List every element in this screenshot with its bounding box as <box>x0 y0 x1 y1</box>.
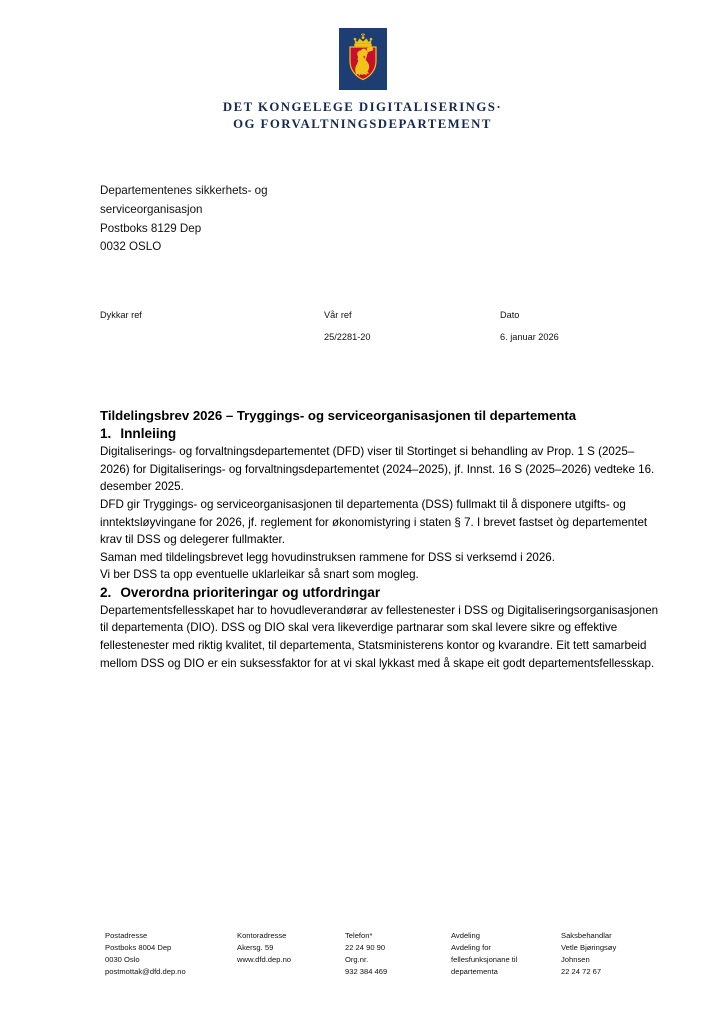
footer-office-address <box>237 930 345 978</box>
date-value: 6. januar 2026 <box>500 331 559 342</box>
reference-row <box>100 309 662 345</box>
wordmark-line-1: DET KONGELEGE DIGITALISERINGS· <box>222 100 503 114</box>
footer-telephone-number: 22 24 90 90 <box>345 942 386 952</box>
section-1-paragraph-2: DFD gir Tryggings- og serviceorganisasjonen til departementa (DSS) fullmakt til å disponere utgifts- og inntektsløyvingane for 2026, jf. reglement for økonomistyring i staten § 7. I brevet fastset òg departementet krav til DSS og delegerer fullmakter. <box>100 497 648 547</box>
our-reference-label: Vår ref <box>324 310 352 321</box>
date-label: Dato <box>500 310 520 321</box>
footer-case-officer-heading: Saksbehandlar <box>561 931 612 940</box>
footer-postal-address-heading: Postadresse <box>105 931 148 940</box>
document-body <box>100 182 662 672</box>
footer-postal-address-line-2: Postboks 8004 Dep <box>105 942 172 952</box>
footer-telephone-heading: Telefon* <box>345 931 373 940</box>
recipient-line-1: Departementenes sikkerhets- og <box>100 184 268 197</box>
footer-department-line-4: departementa <box>451 966 498 976</box>
ministry-wordmark <box>223 99 502 133</box>
wordmark-line-2: OG FORVALTNINGSDEPARTEMENT <box>233 116 492 131</box>
section-number-2: 2. <box>100 585 112 600</box>
section-1-paragraph-3: Saman med tildelingsbrevet legg hovudinstruksen rammene for DSS si verksemd i 2026. <box>100 550 555 564</box>
footer-department-line-3: fellesfunksjonane til <box>451 954 518 964</box>
our-reference-column <box>324 309 500 345</box>
footer-case-officer-name-line-1: Vetle Bjøringsøy <box>561 942 617 952</box>
footer-org-number-heading: Org.nr. <box>345 954 369 964</box>
footer-email-address[interactable]: postmottak@dfd.dep.no <box>105 966 186 976</box>
footer-office-address-line-2: Akersg. 59 <box>237 942 274 952</box>
coat-of-arms-icon <box>339 28 387 90</box>
footer-case-officer-phone: 22 24 72 67 <box>561 966 602 976</box>
section-heading-1 <box>100 425 662 443</box>
footer-department-line-2: Avdeling for <box>451 942 491 952</box>
document-title: Tildelingsbrev 2026 – Tryggings- og serviceorganisasjonen til departementa <box>100 407 577 423</box>
footer-org-number-value: 932 384 469 <box>345 966 388 976</box>
footer-department-heading: Avdeling <box>451 931 480 940</box>
your-reference-label: Dykkar ref <box>100 310 142 321</box>
footer-office-address-heading: Kontoradresse <box>237 931 287 940</box>
section-1-paragraph-1: Digitaliserings- og forvaltningsdepartementet (DFD) viser til Stortinget si behandling av Prop. 1 S (2025–2026) for Digitaliserings- og forvaltningsdepartementet (2024–2025), jf. Innst. 16 S (2025–2026) vedteke 16. desember 2025. <box>100 445 655 494</box>
letterhead <box>0 0 725 133</box>
footer-case-officer <box>561 930 681 978</box>
section-title-2: Overordna prioriteringar og utfordringar <box>120 585 381 600</box>
recipient-line-2: serviceorganisasjon <box>100 202 203 216</box>
section-number-1: 1. <box>100 426 112 442</box>
date-column <box>500 309 660 345</box>
footer-telephone <box>345 930 451 978</box>
recipient-address-block <box>100 182 662 257</box>
document-footer <box>105 930 685 978</box>
our-reference-value: 25/2281-20 <box>324 331 371 342</box>
recipient-line-4: 0032 OSLO <box>100 240 162 254</box>
recipient-line-3: Postboks 8129 Dep <box>100 221 202 235</box>
section-1-paragraph-4: Vi ber DSS ta opp eventuelle uklarleikar så snart som mogleg. <box>100 568 419 582</box>
your-reference-column <box>100 309 324 345</box>
footer-department <box>451 930 561 978</box>
footer-website-link[interactable]: www.dfd.dep.no <box>237 954 292 964</box>
footer-case-officer-name-line-2: Johnsen <box>561 954 590 964</box>
footer-postal-address <box>105 930 237 978</box>
footer-postal-address-line-3: 0030 Oslo <box>105 954 140 964</box>
section-title-1: Innleiing <box>120 426 177 442</box>
section-heading-2 <box>100 584 662 602</box>
section-2-paragraph-1: Departementsfellesskapet har to hovudleverandørar av fellestenester i DSS og Digitaliseringsorganisasjonen til departementa (DIO). DSS og DIO skal vera likeverdige partnarar som skal levere sikre og effektive fellestenester med riktig kvalitet, til departementa, Statsministerens kontor og kvarandre. Eit tett samarbeid mellom DSS og DIO er ein suksessfaktor for at vi skal lykkast med å skape eit godt departementsfellesskap. <box>100 603 659 670</box>
